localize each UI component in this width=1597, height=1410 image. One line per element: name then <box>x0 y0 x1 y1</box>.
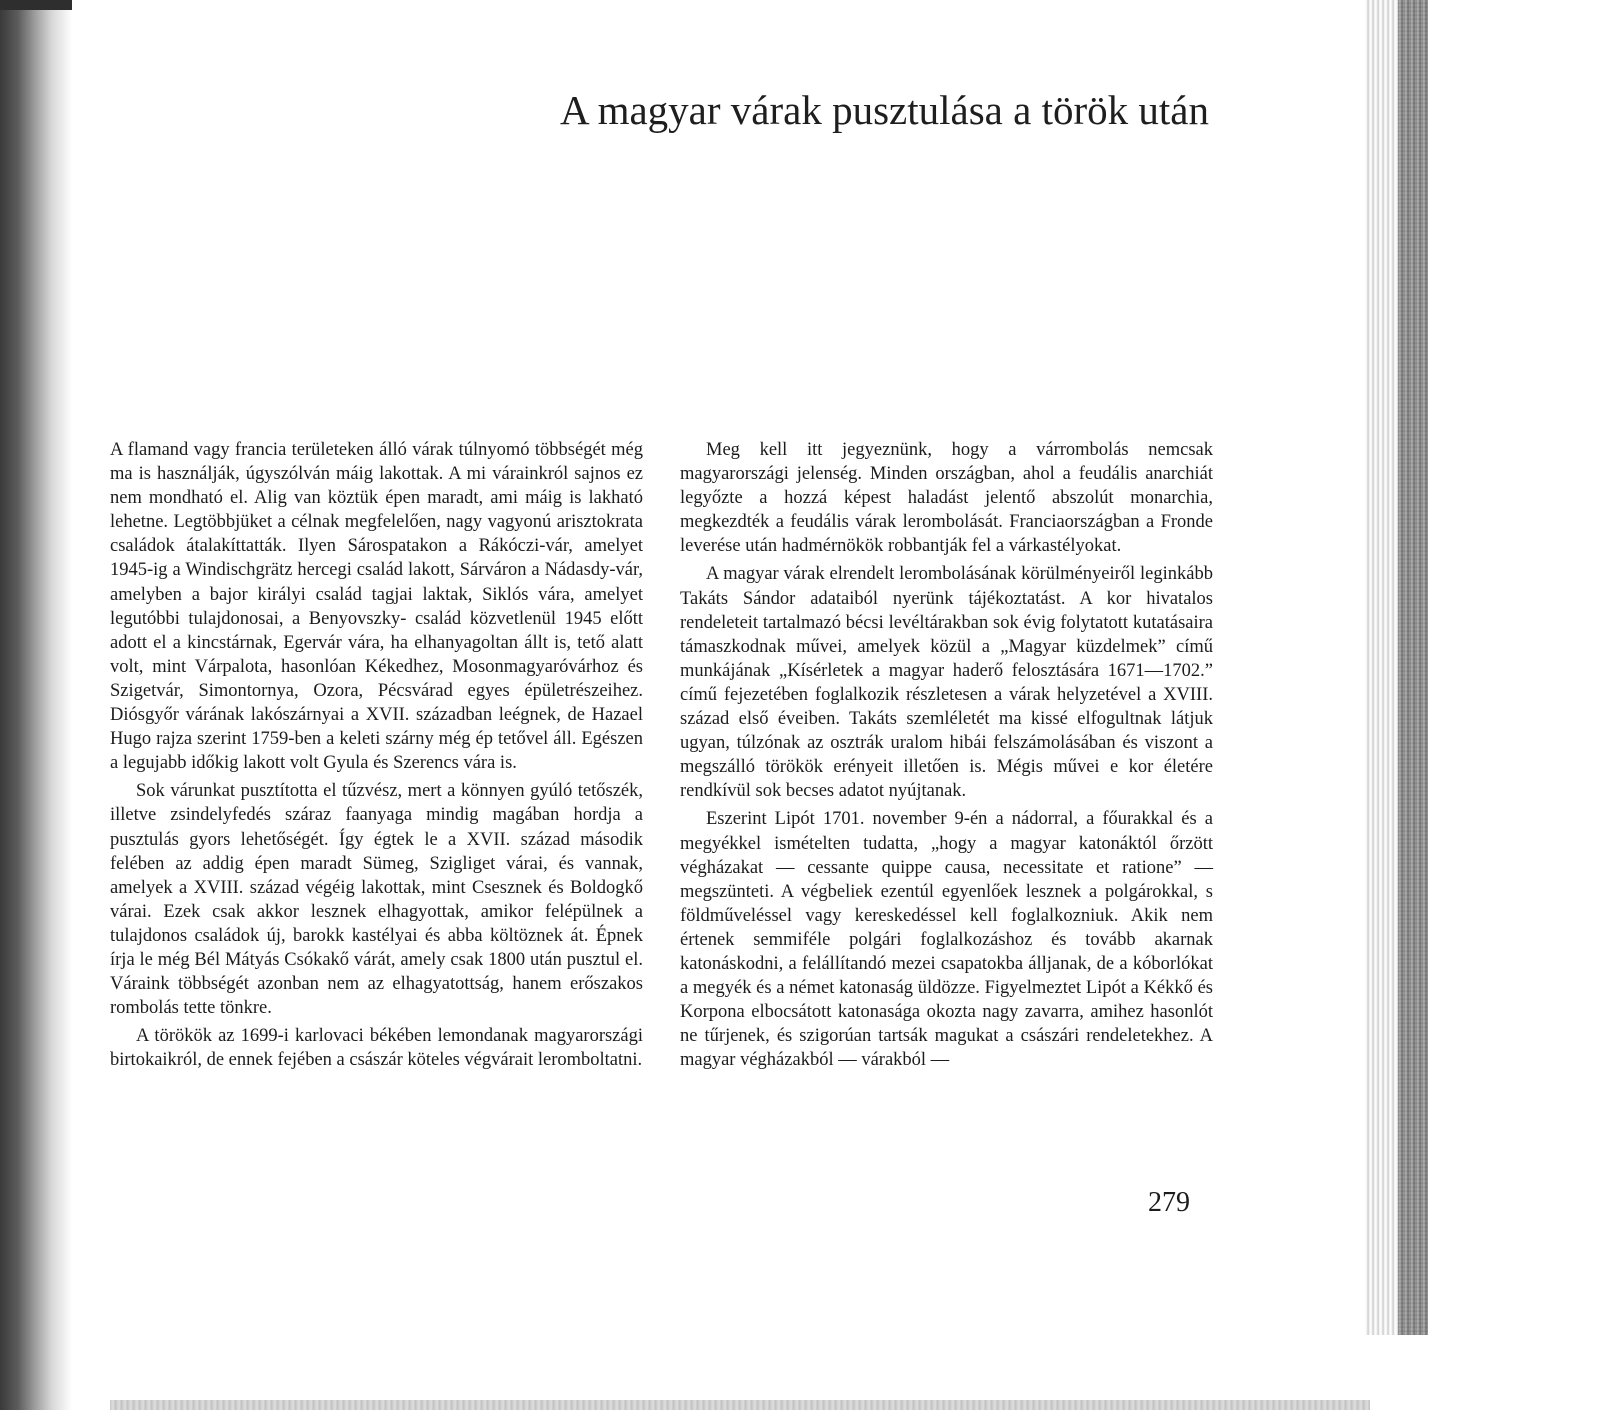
page-stack-texture <box>1398 0 1428 1335</box>
scan-bottom-edge <box>110 1400 1370 1410</box>
paragraph: Meg kell itt jegyeznünk, hogy a várrombolás nemcsak magyarországi jelenség. Minden országban, ahol a feudális anarchiát legyőzte a hozzá képest haladást jelentő abszolút monarchia, megkezdték a feudális várak lerombolását. Franciaországban a Fronde leverése után hadmérnökök robbantják fel a várkastélyokat. <box>680 440 1213 557</box>
paragraph: Sok várunkat pusztította el tűzvész, mert a könnyen gyúló tetőszék, illetve zsindelyfedés száraz faanyaga mindig magában hordja a pusztulás gyors lehetőségét. Így égtek le a XVII. század második felében az addig épen maradt Sümeg, Szigliget várai, és vannak, amelyek a XVIII. század végéig lakottak, mint Csesznek és Boldogkő várai. Ezek csak akkor lesznek elhagyottak, amikor felépülnek a tulajdonos családok új, barokk kastélyai és abba költöznek át. Épnek írja le még Bél Mátyás Csókakő várát, amely csak 1800 után pusztul el. Váraink többségét azonban nem az elhagyatottság, hanem erőszakos rombolás tette tönkre. <box>110 781 643 1019</box>
page-title: A magyar várak pusztulása a török után <box>560 87 1209 133</box>
paragraph: A magyar várak elrendelt lerombolásának körülményeiről leginkább Takáts Sándor adataiból nyerünk tájékoztatást. A kor hivatalos rendeleteit tartalmazó bécsi levéltárakban sok évig folytatott kutatásaira támaszkodnak művei, amelyek közül a „Magyar küzdelmek” című munkájának „Kísérletek a magyar haderő felosztására 1671—1702.” című fejezetében foglalkozik részletesen a várak helyzetével a XVIII. század első éveiben. Takáts szemléletét ma kissé elfogultnak látjuk ugyan, túlzónak az osztrák uralom hibái felszámolásában és viszont a megszálló törökök erényeit illetően is. Mégis művei e kor életére rendkívül sok becses adatot nyújtanak. <box>680 564 1213 802</box>
paragraph: A törökök az 1699-i karlovaci békében lemondanak magyarországi birtokaikról, de ennek fejében a császár köteles végvárait leromboltatni. <box>110 1026 643 1071</box>
scan-edge-dark <box>0 0 72 10</box>
page-number: 279 <box>1148 1187 1190 1218</box>
left-text-column <box>110 438 643 1076</box>
scan-margin <box>1428 0 1597 1410</box>
right-text-column <box>680 438 1213 1076</box>
paragraph: Eszerint Lipót 1701. november 9-én a nádorral, a főurakkal és a megyékkel ismételten tudatta, „hogy a magyar katonáktól őrzött végházakat — cessante quippe causa, necessitate et ratione” — megszünteti. A végbeliek ezentúl egyenlőek lesznek a polgárokkal, s földműveléssel vagy kereskedéssel kell foglalkozniuk. Akik nem értenek semmiféle polgári foglalkozáshoz és tovább akarnak katonáskodni, a felállítandó mezei csapatokba álljanak, de a kóborlókat a megyék és a német katonaság üldözze. Figyelmeztet Lipót a Kékkő és Korpona elbocsátott katonasága okozta nagy zavarra, amihez hasonlót ne tűrjenek, és szigorúan tartsák magukat a császári rendeletekhez. A magyar végházakból — várakból — <box>680 809 1213 1071</box>
book-gutter-shadow <box>0 0 72 1410</box>
paragraph: A flamand vagy francia területeken álló várak túlnyomó többségét még ma is használják, úgyszólván máig lakottak. A mi várainkról sajnos ez nem mondható el. Alig van köztük épen maradt, ami máig is lakható lehetne. Legtöbbjüket a célnak megfelelően, nagy vagyonú arisztokrata családok átalakíttatták. Ilyen Sárospatakon a Rákóczi-vár, amelyet 1945-ig a Windischgrätz hercegi család lakott, Sárváron a Nádasdy-vár, amelyben a bajor királyi család tagjai laktak, Siklós vára, amelyet legutóbbi tulajdonosai, a Benyovszky- család közvetlenül 1945 előtt adott el a kincstárnak, Egervár vára, ha elhanyagoltan állt is, tető alatt volt, mint Várpalota, hasonlóan Kékedhez, Mosonmagyaróvárhoz és Szigetvár, Simontornya, Ozora, Pécsvárad egyes épületrészeihez. Diósgyőr várának lakószárnyai a XVII. században leégnek, de Hazael Hugo rajza szerint 1759-ben a keleti szárny még ép tetővel áll. Egészen a legujabb időkig lakott volt Gyula és Szerencs vára is. <box>110 440 643 774</box>
